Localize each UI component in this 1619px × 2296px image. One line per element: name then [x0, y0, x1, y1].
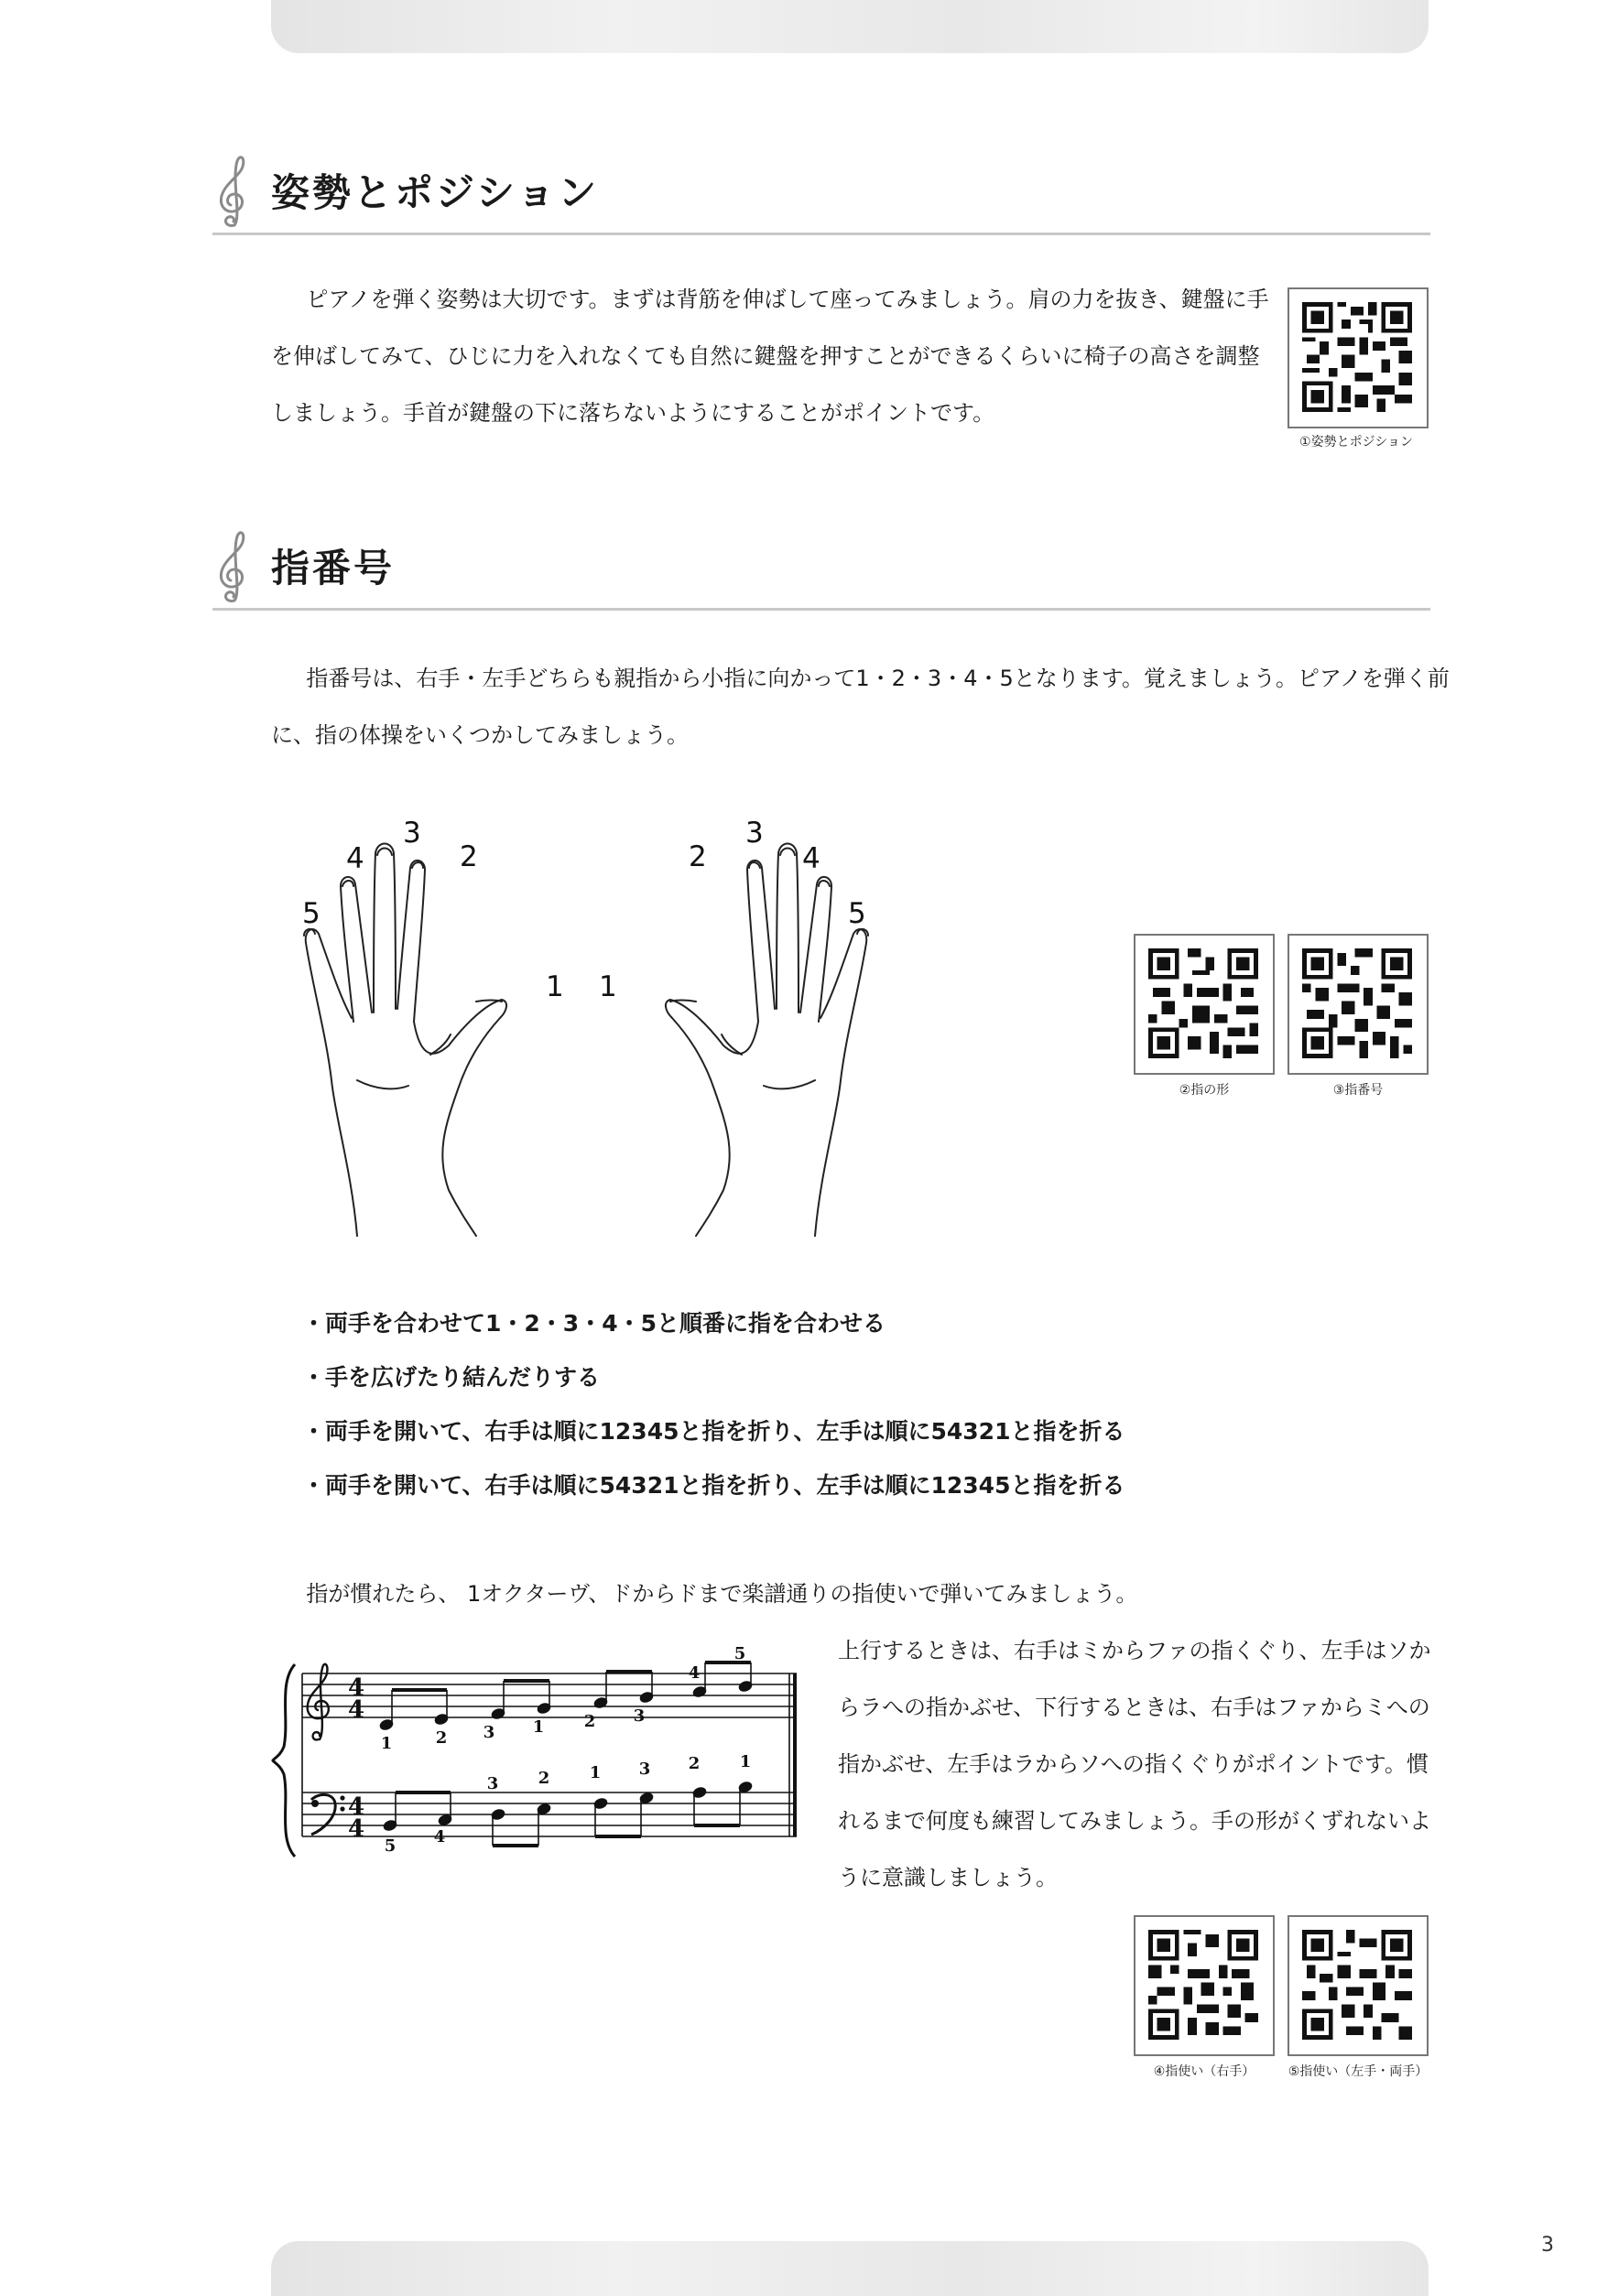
fingering-number: 2	[435, 1728, 448, 1748]
time-signature-top: 4	[348, 1674, 365, 1702]
qr-code-icon	[1148, 948, 1258, 1058]
fingering-number: 1	[589, 1763, 602, 1782]
finger-number-left-2: 2	[460, 840, 478, 873]
header-band	[271, 0, 1429, 53]
finger-number-right-5: 5	[848, 897, 866, 930]
finger-number-left-4: 4	[346, 842, 364, 875]
finger-number-right-1: 1	[599, 970, 617, 1003]
qr-code-icon	[1302, 1930, 1412, 2040]
time-signature-bottom: 4	[348, 1815, 365, 1843]
fingering-number: 5	[733, 1644, 746, 1663]
fingering-number: 4	[688, 1663, 701, 1683]
qr-caption-finger-shape: ②指の形	[1179, 1083, 1230, 1098]
qr-code-icon	[1148, 1930, 1258, 2040]
qr-code-icon	[1302, 302, 1412, 412]
fingering-number: 3	[486, 1774, 499, 1793]
hands-illustration	[293, 806, 879, 1236]
section-title: 姿勢とポジション	[271, 170, 600, 215]
finger-number-right-3: 3	[745, 817, 764, 850]
qr-code-fingering-right[interactable]	[1134, 1915, 1275, 2056]
fingering-number: 2	[688, 1754, 701, 1773]
octave-intro-paragraph: 指が慣れたら、 1オクターヴ、ドからドまで楽譜通りの指使いで弾いてみましょう。	[306, 1581, 1138, 1607]
section-heading-finger-numbers	[212, 525, 1430, 611]
fingering-number: 3	[638, 1760, 651, 1779]
fingering-number: 1	[739, 1752, 752, 1771]
treble-clef-icon	[212, 525, 253, 608]
qr-caption-fingering-right: ④指使い（右手）	[1153, 2064, 1255, 2079]
section-heading-posture	[212, 150, 1430, 235]
exercise-list	[302, 1296, 1125, 1512]
posture-paragraph: ピアノを弾く姿勢は大切です。まずは背筋を伸ばして座ってみましょう。肩の力を抜き、鍵盤に手を伸ばしてみて、ひじに力を入れなくても自然に鍵盤を押すことができるくらいに椅子の高さを調整しましょう。手首が鍵盤の下に落ちないようにすることがポイントです。	[271, 287, 1269, 426]
fingering-number: 2	[538, 1769, 550, 1788]
octave-explanation-paragraph: 上行するときは、右手はミからファの指くぐり、左手はソからラへの指かぶせ、下行するときは、右手はファからミへの指かぶせ、左手はラからソへの指くぐりがポイントです。慣れるまで何度も練習してみましょう。手の形がくずれないように意識しましょう。	[838, 1638, 1431, 1890]
time-signature-top: 4	[348, 1793, 365, 1821]
finger-intro-paragraph: 指番号は、右手・左手どちらも親指から小指に向かって1・2・3・4・5となります。覚えましょう。ピアノを弾く前に、指の体操をいくつかしてみましょう。	[271, 666, 1450, 748]
fingering-number: 2	[583, 1712, 596, 1731]
finger-number-left-1: 1	[546, 970, 564, 1003]
fingering-number: 3	[483, 1723, 495, 1742]
time-signature-bottom: 4	[348, 1696, 365, 1724]
scale-score	[271, 1644, 802, 1866]
qr-code-fingering-left-both[interactable]	[1288, 1915, 1429, 2056]
qr-caption-fingering-left-both: ⑤指使い（左手・両手）	[1288, 2064, 1429, 2079]
qr-code-icon	[1302, 948, 1412, 1058]
list-item: ・ 手を広げたり結んだりする	[302, 1350, 1125, 1404]
qr-caption-posture: ①姿勢とポジション	[1299, 435, 1413, 449]
qr-code-finger-numbers[interactable]	[1288, 934, 1429, 1075]
qr-code-posture[interactable]	[1288, 287, 1429, 428]
fingering-number: 1	[532, 1717, 545, 1737]
finger-number-left-3: 3	[403, 817, 421, 850]
qr-code-finger-shape[interactable]	[1134, 934, 1275, 1075]
list-item: ・ 両手を合わせて1・2・3・4・5と順番に指を合わせる	[302, 1296, 1125, 1350]
qr-caption-finger-numbers: ③指番号	[1332, 1083, 1384, 1098]
page-number: 3	[1541, 2234, 1554, 2257]
fingering-number: 3	[633, 1706, 646, 1726]
list-item: ・ 両手を開いて、右手は順に12345と指を折り、左手は順に54321と指を折る	[302, 1404, 1125, 1458]
finger-number-right-2: 2	[689, 840, 707, 873]
fingering-number: 4	[433, 1827, 446, 1847]
fingering-number: 1	[380, 1734, 393, 1753]
list-item: ・ 両手を開いて、右手は順に54321と指を折り、左手は順に12345と指を折る	[302, 1458, 1125, 1512]
fingering-number: 5	[384, 1836, 397, 1856]
treble-clef-icon	[212, 150, 253, 233]
finger-number-left-5: 5	[302, 897, 321, 930]
section-title: 指番号	[271, 546, 396, 590]
finger-number-right-4: 4	[802, 842, 820, 875]
footer-band	[271, 2241, 1429, 2296]
